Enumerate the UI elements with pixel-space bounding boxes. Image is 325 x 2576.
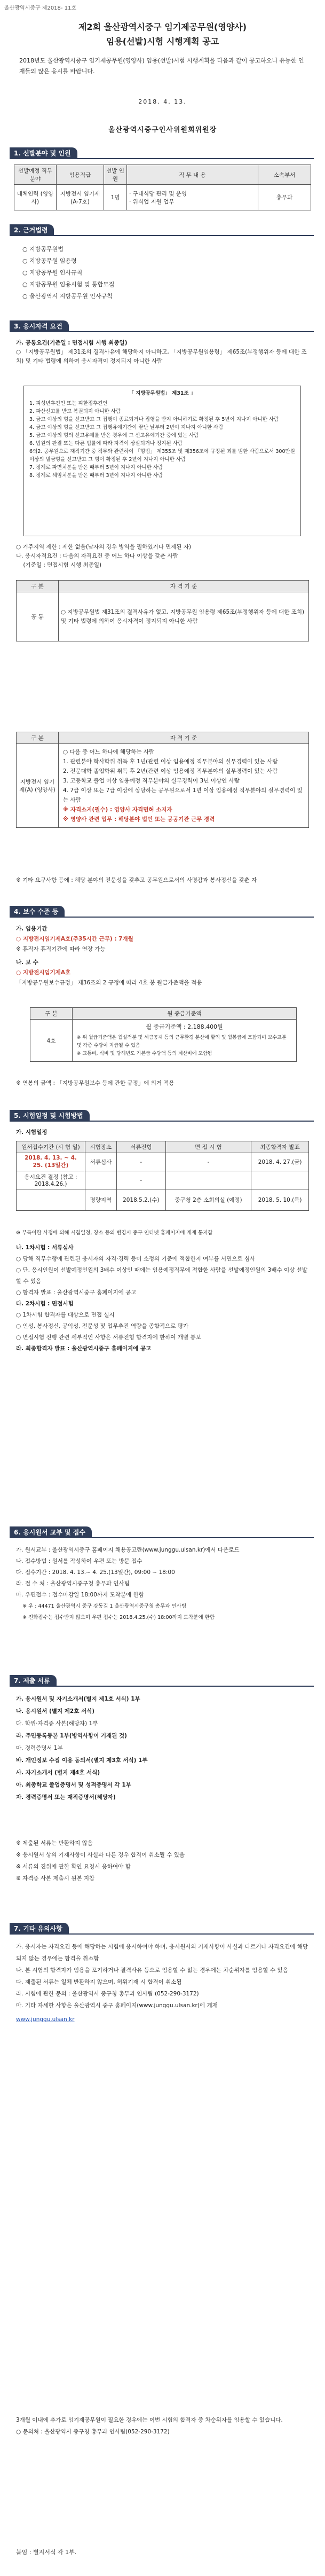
list-item: ○ 지방공무원법 [22, 246, 64, 253]
paragraph: ○ 1차시험 합격자를 대상으로 면접 실시 [16, 1312, 115, 1318]
document-notes [16, 1837, 309, 1884]
title-line-2: 임용(선발)시험 시행계획 공고 [106, 36, 219, 46]
paragraph: 다. 접수기간 : 2018. 4. 13.~ 4. 25.(13일간), 09:00 ~ 18:00 [16, 1569, 175, 1576]
list-item: 다. 학위·자격증 사본(해당자) 1부 [16, 1720, 98, 1727]
table-cell: 명량지역 [85, 1189, 117, 1211]
table-cell: 지방전시 임기제(A-7호) [57, 185, 104, 210]
list-item: 마. 경력증명서 1부 [16, 1745, 63, 1751]
eligibility-common [16, 339, 309, 366]
subheading: 다. 2차시험 : 면접시험 [16, 1301, 74, 1307]
divider [10, 158, 314, 159]
table-header: 선발예정 직무분야 [14, 165, 57, 185]
list-item: 4. 7급 이상 또는 7급 이상에 상당하는 공무원으로서 1년 이상 임용예정 직무분야의 실무경력이 있는 사람 [63, 787, 303, 803]
attachment-note: 붙임 : 별지서식 각 1부. [16, 2549, 77, 2556]
section-title: 4. 보수 수준 등 [10, 906, 65, 918]
issuing-organization: 울산광역시중구인사위원회위원장 [108, 126, 217, 134]
law-list [22, 244, 309, 302]
schedule-table [16, 1141, 309, 1211]
table-cell: 지방전시 임기제(A) (영양사) [17, 744, 59, 828]
paragraph: ○ 문의처 : 울산광역시 중구청 총무과 인사팀(052-290-3172) [16, 2429, 170, 2435]
table-header: 최종합격자 발표 [251, 1141, 309, 1153]
paragraph: ※ 휴직자 휴직기간에 따라 연장 가능 [16, 946, 106, 952]
table-header: 월 중급기준액 [73, 1008, 297, 1020]
section-title: 6. 응시원서 교부 및 접수 [10, 1526, 92, 1538]
table-cell: 공 통 [17, 592, 59, 641]
table-cell: 2018. 4. 13. ~ 4. 25. (13일간) [17, 1153, 85, 1171]
paragraph: 나. 접수방법 : 원서를 작성하여 우편 또는 방문 접수 [16, 1558, 142, 1564]
schedule-heading [16, 1128, 309, 1137]
divider [10, 917, 314, 918]
list-item: 1. 피성년후견인 또는 피한정후견인 [29, 401, 108, 406]
section-header-4 [10, 906, 154, 918]
note: ※ 교통비, 식비 및 당해년도 기본급 수당액 등의 계산비에 포함됨 [77, 1051, 212, 1056]
list-item: 5. 금고 이상의 형의 선고유예를 받은 경우에 그 선고유예기간 중에 있는 사람 [29, 433, 199, 439]
closing-notes [16, 2414, 309, 2438]
recruitment-table [14, 165, 311, 210]
table-cell: 1명 [104, 185, 127, 210]
homepage-link[interactable]: www.junggu.ulsan.kr [16, 2016, 75, 2023]
section-header-5 [10, 1110, 154, 1122]
pay-table [30, 1007, 297, 1062]
subheading: 가. 임용기간 [16, 926, 47, 932]
law-excerpt-box [23, 386, 301, 536]
paragraph: ○ 합격자 발표 : 울산광역시중구 홈페이지에 공고 [16, 1289, 137, 1296]
section-header-8 [10, 1923, 154, 1935]
section-title: 5. 시험일정 및 시험방법 [10, 1110, 90, 1122]
list-item: 8. 징계로 해임처분을 받은 때부터 3년이 지나지 아니한 사람 [29, 473, 163, 479]
section-title: 2. 근거법령 [10, 224, 54, 236]
application-info [16, 1545, 309, 1623]
section-title: 3. 응시자격 요건 [10, 320, 69, 332]
list-item: 아. 최종학교 졸업증명서 및 성적증명서 각 1부 [16, 1782, 131, 1788]
note: ※ 제출된 서류는 반환하지 않음 [16, 1840, 93, 1846]
list-item: 가. 응시원서 및 자기소개서(별지 제1호 서식) 1부 [16, 1696, 140, 1702]
table-cell: 2018. 4. 27.(금) [251, 1153, 309, 1171]
section-title: 7. 제출 서류 [10, 1675, 57, 1687]
paragraph: 3개월 이내에 추가로 임기제공무원이 필요한 경우에는 이번 시험의 합격자 중 차순위자를 임용할 수 있습니다. [16, 2417, 283, 2423]
table-cell: 중구청 2층 소회의실 (예정) [165, 1189, 251, 1211]
note: ※ 위 월급기준액은 월실적분 및 세금공제 등의 근무환경 분산에 할억 및 월봉급에 포함되며 보수교분 및 각종 수당이 지급될 수 있음 [77, 1035, 287, 1048]
table-header: 서류전형 [116, 1141, 165, 1153]
section-header-3 [10, 320, 154, 332]
paragraph: ○ 거주지역 제한 : 제한 없음(남자의 경우 병역을 필하였거나 면제된 자) [16, 544, 192, 550]
section-header-7 [10, 1675, 154, 1687]
list-item: ※ 영양사 관련 업무 : 해당분야 법인 또는 공공기관 근무 경력 [63, 816, 215, 823]
paragraph: 가. 응시자는 자격요건 등에 해당하는 시험에 응시하여야 하며, 응시원서의 기재사항이 사실과 다르거나 자격요건에 해당되지 않는 경우에는 합격을 취소함 [16, 1944, 308, 1962]
paragraph: 마. 기타 자세한 사항은 울산광역시 중구 홈페이지(www.junggu.ulsan.kr)에 게재 [16, 2002, 218, 2009]
homepage-link-row [16, 2014, 309, 2025]
subheading: 나. 보 수 [16, 959, 38, 966]
table-cell: 대체인력 (영양사) [14, 185, 57, 210]
table-cell: 4호 [30, 1020, 73, 1062]
table-cell: 2018.5.2.(수) [116, 1189, 165, 1211]
required-documents [16, 1693, 309, 1804]
paragraph: 다. 제출된 서류는 일체 반환하지 않으며, 허위기재 시 합격이 취소됨 [16, 1979, 182, 1985]
eligibility-table-specific [16, 732, 309, 828]
table-header: 소속부서 [258, 165, 311, 185]
section-title: 1. 선발분야 및 인원 [10, 147, 77, 159]
table-cell [251, 1171, 309, 1189]
subheading: 가. 공통요건(기준일 : 면접시험 시행 최종일) [16, 340, 128, 346]
paragraph: ○ 당해 직무수행에 관련된 응시자의 자격·경력 등이 소정의 기준에 적합한지 여부를 서면으로 심사 [16, 1256, 256, 1262]
table-header: 시험장소 [85, 1141, 117, 1153]
table-cell: 응시요건 결정 (참고 : 2018.4.26.) [17, 1171, 85, 1189]
list-item: ※ 자격소지(필수) : 영양사 자격면허 소지자 [63, 807, 172, 813]
paragraph: ○ 인성, 봉사정신, 공익성, 전문성 및 업무추진 역량을 종합적으로 평가 [16, 1323, 189, 1329]
list-item: 2. 전문대학 졸업학위 취득 후 2년(관련 이상 임용예정 직무분야의 실무경력이 있는 사람 [63, 768, 278, 774]
divider [10, 235, 314, 236]
list-item: 2. 파산선고를 받고 복권되지 아니한 사람 [29, 409, 121, 414]
document-title [0, 20, 325, 47]
note: ※ 자격증 사본 제출시 원본 지참 [16, 1875, 95, 1882]
table-header: 구 분 [30, 1008, 73, 1020]
paragraph: ○ 지방전시임기제A호(주35시간 근무) : 7개월 [16, 936, 133, 942]
table-header: 직 무 내 용 [127, 165, 258, 185]
table-header: 면 접 시 험 [165, 1141, 251, 1153]
paragraph: 나. 본 시험의 합격자가 임용을 포기하거나 결격사유 등으로 임용할 수 없는 경우에는 차순위자를 임용할 수 있음 [16, 1967, 288, 1974]
table-header: 자 격 기 준 [59, 581, 309, 592]
divider [10, 1537, 314, 1538]
eligibility-table-common [16, 580, 309, 641]
list-item: 나. 응시원서 (별지 제2호 서식) [16, 1708, 95, 1714]
paragraph: ○ 지방전시임기제A호 [16, 969, 71, 976]
paragraph: ○ 면접시험 진행 관련 세부적인 사항은 서류전형 합격자에 한하여 개별 통보 [16, 1334, 201, 1341]
table-header: 원서접수기간 (시 험 일) [17, 1141, 85, 1153]
document-number: 울산광역시중구 제2018- 11호 [4, 5, 77, 11]
table-cell: 2018. 5. 10.(목) [251, 1189, 309, 1211]
paragraph: ○ 단, 응시인원이 선발예정인원의 3배수 이상인 때에는 임용예정직무에 적합한 사람을 선발예정인원의 3배수 이상 선발할 수 있음 [16, 1267, 307, 1285]
paragraph: 가. 원서교부 : 울산광역시중구 홈페이지 채용공고란(www.junggu.ulsan.kr)에서 다운로드 [16, 1547, 240, 1553]
table-cell [17, 1189, 85, 1211]
table-header: 자 격 기 준 [59, 732, 309, 744]
divider [10, 331, 314, 332]
list-item: 6. 법원의 판결 또는 다른 법률에 따라 자격이 상실되거나 정지된 사람 [29, 441, 183, 447]
paragraph: 마. 우편접수 : 접수마감일 18:00까지 도착분에 한함 [16, 1592, 144, 1598]
table-cell: - [116, 1171, 165, 1189]
pay-value: 월 중급기준액 : 2,188,400원 [146, 1023, 223, 1030]
announcement-date: 2018. 4. 13. [138, 98, 187, 105]
list-item: ○ 다음 중 어느 하나에 해당하는 사람 [63, 749, 155, 755]
paragraph: ○ 「지방공무원법」 제31조의 결격사유에 해당하지 아니하고, 「지방공무원임용령」 제65조(부정행위자 등에 대한 조치) 및 기타 법령에 의하여 응시자격이 정지되지 아니한 사람 [16, 349, 307, 364]
table-cell: · 구내식당 관리 및 운영 · 위식업 지원 업무 [127, 185, 258, 210]
list-item: ○ 지방공무원 임용령 [22, 257, 77, 264]
list-item: 바. 개인정보 수집 이용 동의서(별지 제3호 서식) 1부 [16, 1757, 148, 1764]
table-cell: 총무과 [258, 185, 311, 210]
divider [10, 1686, 314, 1687]
title-line-1: 제2회 울산광역시중구 임기제공무원(영양사) [78, 22, 247, 32]
divider [10, 1121, 314, 1122]
subheading: 나. 1차시험 : 서류심사 [16, 1244, 74, 1251]
eligibility-lines [16, 543, 309, 570]
list-item: 7. 징계로 파면처분을 받은 때부터 5년이 지나지 아니한 사람 [29, 465, 163, 471]
other-notes [16, 1941, 309, 2025]
subheading: 라. 최종합격자 발표 : 울산광역시중구 홈페이지에 공고 [16, 1345, 152, 1352]
pay-section [16, 924, 309, 988]
intro-paragraph: 2018년도 울산광역시중구 임기제공무원(영양사) 임용(선발)시험 시행계획을 다음과 같이 공고하오니 유능한 인재들의 많은 응시를 바랍니다. [19, 57, 304, 75]
box-title: 「 지방공무원법」 제31조 」 [129, 390, 196, 396]
list-item: 라. 주민등록등본 1부(병역사항이 기재된 것) [16, 1733, 127, 1739]
list-item: 자. 경력증명서 또는 재직증명서(해당자) [16, 1794, 116, 1800]
table-header: 구 분 [17, 732, 59, 744]
paragraph: 「지방공무원보수규정」 제36조의 2 규정에 따라 4호 봉 월급가준액을 적용 [16, 980, 202, 986]
eligibility-note: ※ 기타 요구사항 등에 : 해당 분야의 전문성을 갖추고 공무원으로서의 사명감과 봉사정신을 갖춘 자 [16, 877, 257, 883]
list-item: 3. 금고 이상의 형을 선고받고 그 집행이 종료되거나 집행을 받지 아니하기로 확정된 후 5년이 지나지 아니한 사람 [29, 417, 279, 422]
list-item: 6의2. 공무원으로 재직기간 중 직무와 관련하여 「형법」 제355조 및 제356조에 규정된 죄를 범한 사람으로서 300만원 이상의 벌금형을 선고받고 그 형이 확정된 후 2년이 지나지 아니한 사람 [29, 449, 295, 463]
list-item: ○ 울산광역시 지방공무원 인사규칙 [22, 293, 113, 300]
table-cell: 서류심사 [85, 1153, 117, 1171]
table-header: 임용직급 [57, 165, 104, 185]
paragraph: 라. 접 수 처 : 울산광역시중구청 총무과 인사팀 [16, 1580, 130, 1587]
table-cell [165, 1171, 251, 1189]
paragraph: (기준일 : 면접시험 시행 최종일) [16, 562, 102, 568]
divider [10, 1933, 314, 1935]
table-cell: - [116, 1153, 165, 1171]
note: ※ 서류의 진위에 관한 확인 요청시 응하여야 함 [16, 1864, 131, 1870]
table-cell: ○ 지방공무원법 제31조의 결격사유가 없고, 지방공무원 임용령 제65조(부정행위자 등에 대한 조치) 및 기타 법령에 의하여 응시자격이 정지되지 아니한 사람 [59, 592, 309, 641]
table-cell [85, 1171, 117, 1189]
table-header: 선발 인원 [104, 165, 127, 185]
section-header-1 [10, 147, 154, 159]
list-item: 3. 고등학교 졸업 이상 임용예정 직무분야의 실무경력이 3년 이상인 사람 [63, 778, 240, 784]
table-cell: - [165, 1153, 251, 1171]
list-item: ○ 지방공무원 임용시험 및 통합모집 [22, 281, 115, 288]
list-item: 1. 관련분야 학사학위 취득 후 1년(관련 이상 임용예정 직무분야의 실무경력이 있는 사람 [63, 758, 278, 765]
paragraph: 라. 시험에 관한 문의 : 울산광역시 중구청 총무과 인사팀 (052-290-3172) [16, 1991, 199, 1997]
note: ※ 우 : 44471 울산광역시 중구 강동길 1 울산광역시중구청 총무과 인사팀 [16, 1603, 187, 1609]
section-header-2 [10, 224, 154, 236]
section-title: 7. 기타 유의사항 [10, 1923, 69, 1935]
paragraph: 나. 응시자격요건 : 다음의 자격요건 중 어느 하나 이상을 갖춘 사람 [16, 553, 178, 559]
list-item: ○ 지방공무원 인사규칙 [22, 269, 83, 276]
schedule-note: ※ 부득이한 사정에 의해 시험일정, 장소 등의 변경시 중구 인터넷 홈페이지에 게재 통지함 [16, 1230, 213, 1236]
table-cell [59, 744, 309, 828]
note: ※ 전화접수는 접수받지 않으며 우편 접수는 2018.4.25.(수) 18:00까지 도착분에 한함 [16, 1615, 215, 1620]
list-item: 사. 자기소개서 (별지 제4호 서식) [16, 1769, 100, 1776]
section-header-6 [10, 1526, 154, 1538]
note: ※ 응시원서 상의 기재사항이 사실과 다른 경우 합격이 취소될 수 있음 [16, 1852, 185, 1858]
exam-method [16, 1242, 309, 1354]
table-cell [73, 1020, 297, 1062]
pay-footnote: ※ 연봉의 금액 : 「지방공무원보수 등에 관한 규정」에 의거 적용 [16, 1080, 175, 1086]
list-item: 4. 금고 이상의 형을 선고받고 그 집행유예기간이 끝난 날부터 2년이 지나지 아니한 사람 [29, 425, 224, 430]
table-header: 구 분 [17, 581, 59, 592]
subheading: 가. 시험일정 [16, 1129, 47, 1136]
